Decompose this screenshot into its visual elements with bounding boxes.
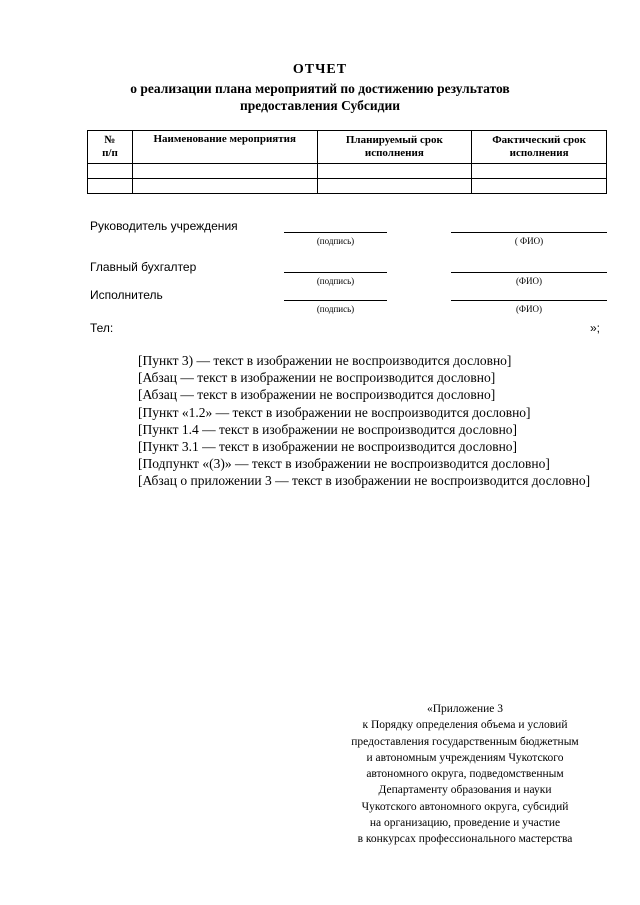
head-name-line	[451, 232, 607, 233]
report-subtitle-line: о реализации плана мероприятий по достижению результатов	[130, 81, 510, 96]
signature-caption: (подпись)	[316, 304, 355, 314]
name-caption: ( ФИО)	[514, 236, 544, 246]
header-number: № п/п	[88, 131, 133, 164]
executor-signature-line	[284, 300, 387, 301]
appendix-line: предоставления государственным бюджетным	[351, 735, 579, 748]
head-signature-line	[284, 232, 387, 233]
appendix-header	[315, 701, 615, 848]
paragraph: [Пункт 1.4 — текст в изображении не воспроизводится дословно]	[138, 421, 518, 437]
appendix-line: к Порядку определения объема и условий	[362, 719, 568, 732]
plan-table	[87, 130, 607, 194]
report-subtitle-line: предоставления Субсидии	[239, 98, 401, 113]
paragraph: [Абзац о приложении 3 — текст в изображении не воспроизводится дословно]	[138, 473, 591, 489]
paragraph: [Подпункт «(3)» — текст в изображении не воспроизводится дословно]	[138, 456, 550, 472]
phone-label: Тел:	[90, 321, 114, 335]
appendix-line: Чукотского автономного округа, субсидий	[361, 800, 569, 813]
appendix-line: и автономным учреждениям Чукотского	[366, 751, 564, 764]
table-row	[88, 179, 607, 194]
appendix-line: автономного округа, подведомственным	[366, 768, 564, 781]
accountant-label: Главный бухгалтер	[90, 260, 197, 274]
report-subtitle	[100, 80, 540, 114]
appendix-line: Департаменту образования и науки	[378, 784, 552, 797]
head-label: Руководитель учреждения	[90, 219, 238, 233]
accountant-name-line	[451, 272, 607, 273]
appendix-line: в конкурсах профессионального мастерства	[357, 833, 573, 846]
paragraph: [Пункт «1.2» — текст в изображении не воспроизводится дословно]	[138, 404, 531, 420]
body-text	[90, 352, 605, 490]
signature-caption: (подпись)	[316, 276, 355, 286]
paragraph: [Абзац — текст в изображении не воспроизводится дословно]	[138, 370, 496, 386]
header-event-name: Наименование мероприятия	[132, 131, 317, 164]
report-title: ОТЧЕТ	[292, 62, 348, 77]
appendix-line: «Приложение 3	[426, 703, 504, 715]
accountant-signature-line	[284, 272, 387, 273]
closing-quote: »;	[590, 321, 601, 335]
table-row	[88, 164, 607, 179]
header-actual-date: Фактический срок исполнения	[472, 131, 607, 164]
executor-label: Исполнитель	[90, 288, 163, 302]
appendix-line: на организацию, проведение и участие	[369, 817, 561, 830]
paragraph: [Абзац — текст в изображении не воспроизводится дословно]	[138, 387, 496, 403]
paragraph: [Пункт 3.1 — текст в изображении не воспроизводится дословно]	[138, 439, 518, 455]
paragraph: [Пункт 3) — текст в изображении не воспроизводится дословно]	[138, 353, 512, 368]
name-caption: (ФИО)	[515, 304, 543, 314]
table-header-row	[88, 131, 607, 164]
executor-name-line	[451, 300, 607, 301]
signature-caption: (подпись)	[316, 236, 355, 246]
name-caption: (ФИО)	[515, 276, 543, 286]
header-planned-date: Планируемый срок исполнения	[317, 131, 472, 164]
